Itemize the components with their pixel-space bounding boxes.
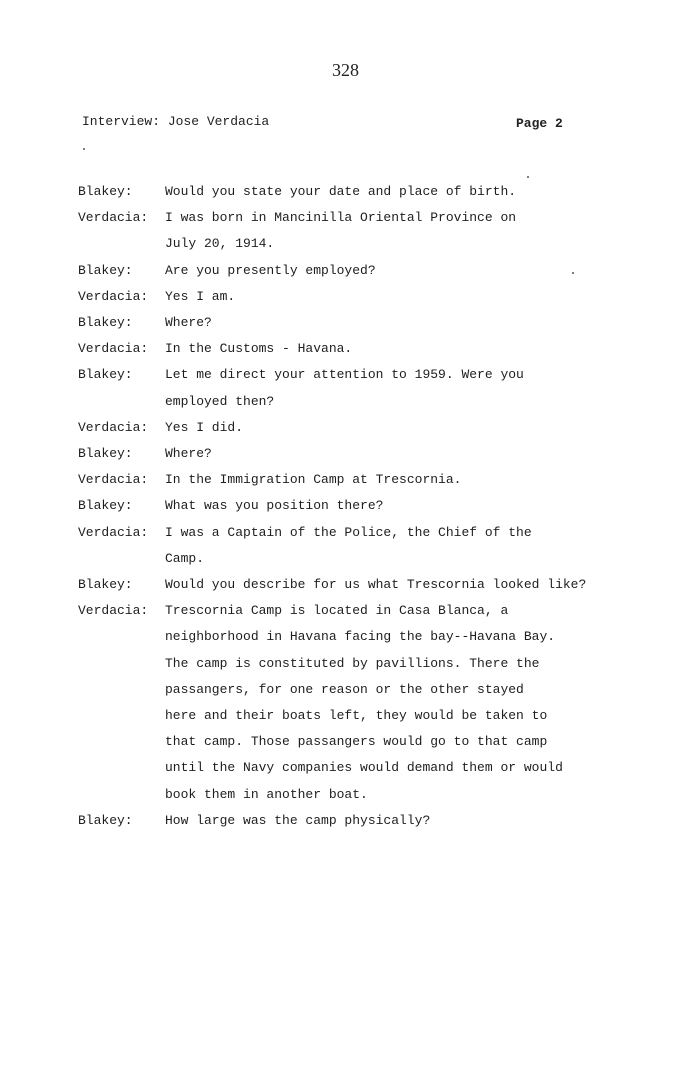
speaker-label: Blakey:	[78, 812, 133, 828]
speech-text	[165, 362, 638, 414]
transcript-entry	[78, 284, 638, 310]
scan-speck	[83, 148, 85, 150]
speaker-label: Blakey:	[78, 184, 133, 199]
transcript-entry	[78, 493, 638, 519]
speech-line: How large was the camp physically?	[165, 812, 431, 828]
speech-line: The camp is constituted by pavillions. There the	[165, 655, 540, 671]
speech-line: employed then?	[165, 393, 275, 409]
speech-text	[165, 258, 638, 284]
speech-line: Trescornia Camp is located in Casa Blanca, a	[165, 603, 509, 619]
speech-line: Would you state your date and place of birth.	[165, 184, 517, 199]
transcript-entry	[78, 310, 638, 336]
speech-line: book them in another boat.	[165, 786, 368, 802]
speech-line: Yes I did.	[165, 419, 244, 435]
speech-line: until the Navy companies would demand them or would	[165, 760, 563, 776]
transcript	[78, 179, 638, 834]
speech-line: In the Customs - Havana.	[165, 341, 353, 357]
speech-line: here and their boats left, they would be taken to	[165, 708, 548, 724]
speaker-label: Verdacia:	[78, 288, 149, 304]
speech-line: that camp. Those passangers would go to that camp	[165, 734, 548, 750]
transcript-entry	[78, 441, 638, 467]
speech-line: In the Immigration Camp at Trescornia.	[165, 472, 462, 488]
speech-line: neighborhood in Havana facing the bay--Havana Bay.	[165, 629, 556, 645]
speech-text	[165, 179, 638, 205]
transcript-entry	[78, 336, 638, 362]
interview-title: Interview: Jose Verdacia	[82, 114, 270, 129]
speech-text	[165, 310, 638, 336]
speech-line: Where?	[165, 446, 212, 462]
page-label: Page 2	[516, 116, 563, 131]
transcript-entry	[78, 179, 638, 205]
speaker-label: Blakey:	[78, 367, 133, 383]
speech-line: I was born in Mancinilla Oriental Province on	[165, 210, 517, 226]
speaker-label: Blakey:	[78, 262, 133, 278]
speech-line: Camp.	[165, 550, 205, 566]
speech-line: Let me direct your attention to 1959. Were you	[165, 367, 524, 383]
speech-line: Would you describe for us what Trescornia looked like?	[165, 577, 587, 593]
speech-text	[165, 808, 638, 834]
speaker-label: Blakey:	[78, 498, 133, 514]
transcript-entry	[78, 520, 638, 572]
page-number: 328	[332, 60, 359, 80]
speech-text	[165, 572, 638, 598]
speech-line: Are you presently employed?	[165, 262, 376, 278]
transcript-entry	[78, 467, 638, 493]
speech-line: I was a Captain of the Police, the Chief of the	[165, 524, 532, 540]
speaker-label: Verdacia:	[78, 341, 149, 357]
speaker-label: Verdacia:	[78, 210, 149, 226]
speaker-label: Verdacia:	[78, 603, 149, 619]
speaker-label: Blakey:	[78, 577, 133, 593]
speech-text	[165, 415, 638, 441]
speech-text	[165, 493, 638, 519]
speaker-label: Verdacia:	[78, 472, 149, 488]
scan-speck	[527, 176, 529, 178]
transcript-entry	[78, 362, 638, 414]
transcript-entry	[78, 415, 638, 441]
speech-line: What was you position there?	[165, 498, 384, 514]
speaker-label: Blakey:	[78, 315, 133, 331]
transcript-entry	[78, 572, 638, 598]
transcript-entry	[78, 598, 638, 808]
transcript-entry	[78, 205, 638, 257]
speech-text	[165, 520, 638, 572]
speech-line: Yes I am.	[165, 288, 236, 304]
speech-text	[165, 598, 638, 808]
speech-text	[165, 467, 638, 493]
transcript-entry	[78, 258, 638, 284]
speaker-label: Verdacia:	[78, 419, 149, 435]
transcript-entry	[78, 808, 638, 834]
speech-line: Where?	[165, 315, 212, 331]
speech-text	[165, 205, 638, 257]
speaker-label: Blakey:	[78, 446, 133, 462]
speech-line: July 20, 1914.	[165, 236, 275, 252]
speech-text	[165, 284, 638, 310]
speech-text	[165, 336, 638, 362]
speech-line: passangers, for one reason or the other stayed	[165, 681, 524, 697]
speech-text	[165, 441, 638, 467]
speaker-label: Verdacia:	[78, 524, 149, 540]
